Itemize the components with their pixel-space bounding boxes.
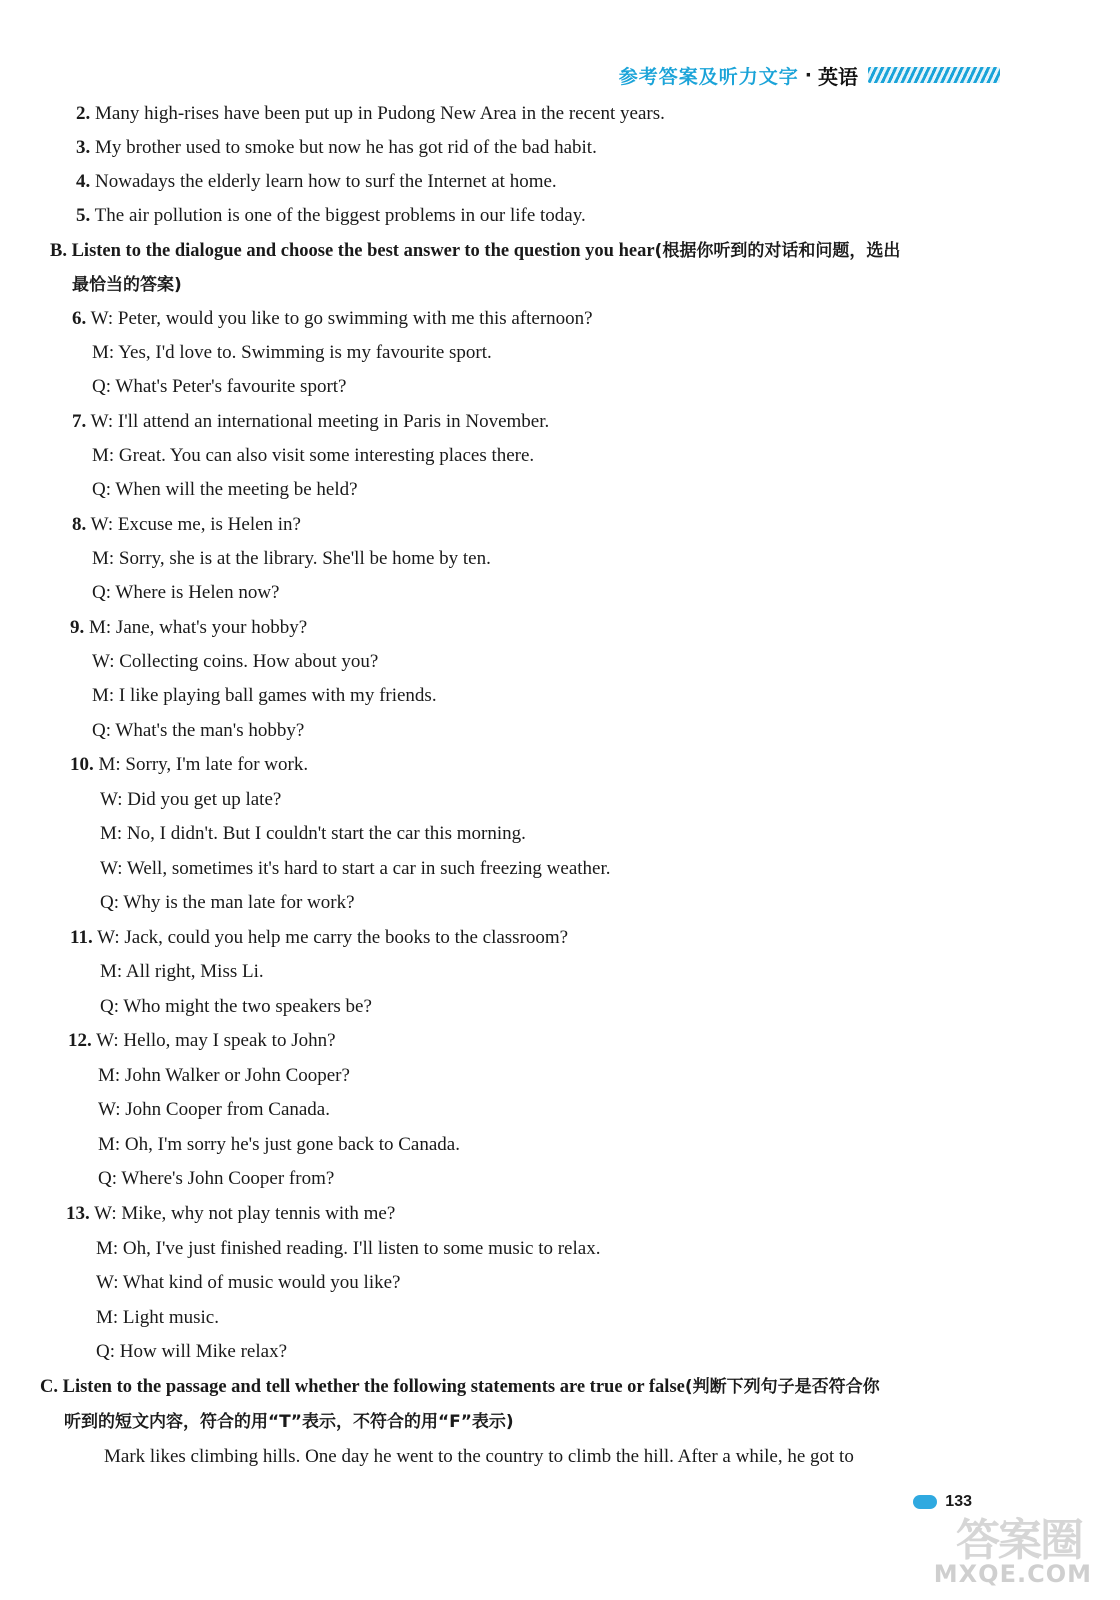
dialogue-line: 7. W: I'll attend an international meeting in Paris in November. [72,411,550,432]
page-number: 133 [913,1493,972,1511]
dialogue-line: M: Sorry, she is at the library. She'll be home by ten. [92,548,491,569]
dialogue-line: W: Collecting coins. How about you? [92,651,379,672]
dialogue-line: 9. M: Jane, what's your hobby? [70,617,308,638]
dialogue-line: 13. W: Mike, why not play tennis with me? [66,1203,396,1224]
running-header [619,60,1000,90]
dialogue-line: M: Oh, I've just finished reading. I'll listen to some music to relax. [96,1238,601,1259]
dialogue-line: W: Well, sometimes it's hard to start a car in such freezing weather. [100,858,611,879]
sentence-line: 5. The air pollution is one of the biggest problems in our life today. [76,205,586,226]
passage-line: Mark likes climbing hills. One day he went to the country to climb the hill. After a while, he got to [104,1446,854,1467]
dialogue-line: Q: How will Mike relax? [96,1341,288,1362]
dialogue-line: W: What kind of music would you like? [96,1272,401,1293]
watermark-top: 答案圈 [956,1515,1082,1566]
header-title: 参考答案及听力文字 [618,65,799,88]
watermark [916,1504,1092,1588]
dialogue-line: M: I like playing ball games with my friends. [92,685,437,706]
section-b-heading: B. Listen to the dialogue and choose the best answer to the question you hear(根据你听到的对话和问题，选出 [50,241,901,261]
dialogue-line: Q: What's the man's hobby? [92,720,305,741]
dialogue-line: M: Oh, I'm sorry he's just gone back to Canada. [98,1134,460,1155]
dialogue-line: 8. W: Excuse me, is Helen in? [72,514,301,535]
sentence-line: 4. Nowadays the elderly learn how to surf the Internet at home. [76,171,557,192]
dialogue-line: 11. W: Jack, could you help me carry the books to the classroom? [70,927,569,948]
dialogue-line: Q: Where is Helen now? [92,582,280,603]
dialogue-line: Q: Why is the man late for work? [100,892,355,913]
dialogue-line: W: John Cooper from Canada. [98,1099,330,1120]
dialogue-line: M: Yes, I'd love to. Swimming is my favourite sport. [92,342,492,363]
dialogue-line: 6. W: Peter, would you like to go swimming with me this afternoon? [72,308,593,329]
sentence-line: 3. My brother used to smoke but now he has got rid of the bad habit. [76,137,597,158]
dialogue-line: Q: Where's John Cooper from? [98,1168,335,1189]
dialogue-line: 12. W: Hello, may I speak to John? [68,1030,336,1051]
header-decoration-bar [868,67,1000,83]
sentence-line: 2. Many high-rises have been put up in Pudong New Area in the recent years. [76,103,665,124]
section-c-heading-cont: 听到的短文内容，符合的用“T”表示，不符合的用“F”表示) [64,1412,514,1432]
dialogue-line: Q: When will the meeting be held? [92,479,358,500]
section-b-heading-cont: 最恰当的答案) [72,275,182,295]
section-c-heading: C. Listen to the passage and tell whether the following statements are true or false(判断下列句子是否符合你 [40,1377,880,1397]
header-separator: · [804,64,812,86]
header-subject: 英语 [818,64,858,89]
dialogue-line: 10. M: Sorry, I'm late for work. [70,754,309,775]
dialogue-line: M: All right, Miss Li. [100,961,264,982]
watermark-bottom: MXQE.COM [933,1560,1092,1588]
dialogue-line: W: Did you get up late? [100,789,282,810]
dialogue-line: M: Great. You can also visit some interesting places there. [92,445,535,466]
dialogue-line: M: No, I didn't. But I couldn't start the car this morning. [100,823,526,844]
dialogue-line: Q: Who might the two speakers be? [100,996,372,1017]
dialogue-line: M: John Walker or John Cooper? [98,1065,350,1086]
dialogue-line: M: Light music. [96,1307,219,1328]
dialogue-line: Q: What's Peter's favourite sport? [92,376,347,397]
